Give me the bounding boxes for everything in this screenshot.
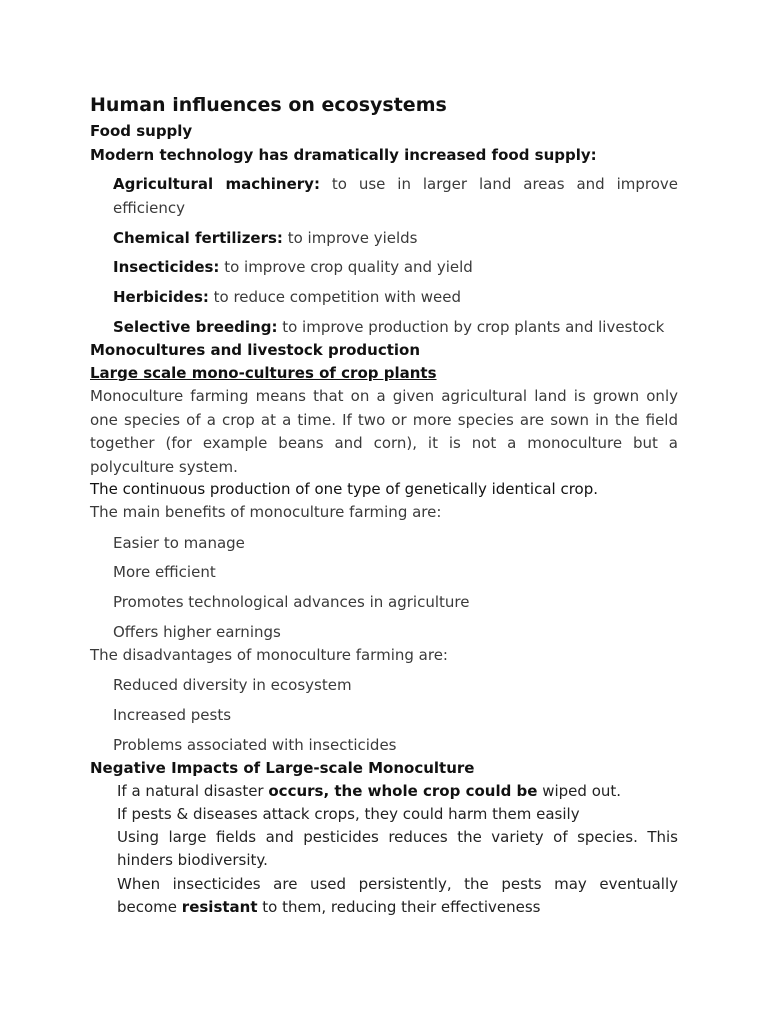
negative-item-text: to them, reducing their effectiveness: [257, 898, 541, 917]
tech-item-insecticides: [113, 256, 678, 280]
tech-item-term: Insecticides:: [113, 258, 220, 276]
disadvantage-item: Reduced diversity in ecosystem: [113, 676, 352, 694]
benefits-intro: The main benefits of monoculture farming are:: [90, 503, 442, 521]
large-scale-subheading: Large scale mono-cultures of crop plants: [90, 364, 437, 382]
disadvantages-intro: The disadvantages of monoculture farming are:: [90, 646, 448, 664]
negative-item-text: If a natural disaster: [117, 782, 269, 800]
monoculture-paragraph: Monoculture farming means that on a given agricultural land is grown only one species of a crop at a time. If two or more species are sown in the field together (for example beans and corn), it is not a monoculture but a polyculture system.: [90, 387, 678, 476]
benefit-item: Offers higher earnings: [113, 623, 281, 641]
monocultures-heading: Monocultures and livestock production: [90, 341, 421, 359]
benefit-item: Promotes technological advances in agriculture: [113, 593, 470, 611]
tech-item-term: Chemical fertilizers:: [113, 229, 283, 247]
tech-item-term: Selective breeding:: [113, 318, 278, 336]
benefit-item: More efficient: [113, 563, 216, 581]
negative-item-disaster: [117, 780, 678, 803]
continuous-production-text: The continuous production of one type of genetically identical crop.: [90, 480, 599, 498]
negative-item-emphasis: occurs, the whole crop could be: [268, 782, 538, 800]
benefit-item: Easier to manage: [113, 534, 245, 552]
negative-item-resistance: [117, 873, 678, 919]
tech-item-breeding: [113, 316, 678, 340]
tech-item-desc: to reduce competition with weed: [208, 288, 461, 306]
tech-item-term: Herbicides:: [113, 288, 209, 306]
tech-item-desc: to improve crop quality and yield: [219, 258, 473, 276]
tech-item-herbicides: [113, 286, 678, 310]
tech-item-fertilizers: [113, 227, 678, 251]
negative-item-text: When insecticides are used persistently, the pests may eventually become: [117, 875, 678, 917]
tech-item-machinery: [113, 173, 678, 220]
tech-item-term: Agricultural machinery:: [113, 175, 320, 193]
page-title: Human influences on ecosystems: [90, 94, 447, 116]
disadvantage-item: Problems associated with insecticides: [113, 736, 397, 754]
disadvantage-item: Increased pests: [113, 706, 232, 724]
tech-heading: Modern technology has dramatically increased food supply:: [90, 146, 597, 164]
tech-item-desc: to improve yields: [282, 229, 418, 247]
tech-item-desc: to use in larger land areas and improve efficiency: [113, 175, 678, 217]
negative-item-pests: If pests & diseases attack crops, they could harm them easily: [117, 805, 580, 823]
tech-item-desc: to improve production by crop plants and livestock: [277, 318, 665, 336]
negative-item-text: wiped out.: [537, 782, 622, 800]
negative-item-fields: Using large fields and pesticides reduces the variety of species. This hinders biodiversity.: [117, 828, 678, 870]
negative-impacts-heading: Negative Impacts of Large-scale Monoculture: [90, 759, 475, 777]
negative-item-emphasis: resistant: [181, 898, 258, 917]
food-supply-heading: Food supply: [90, 122, 193, 140]
